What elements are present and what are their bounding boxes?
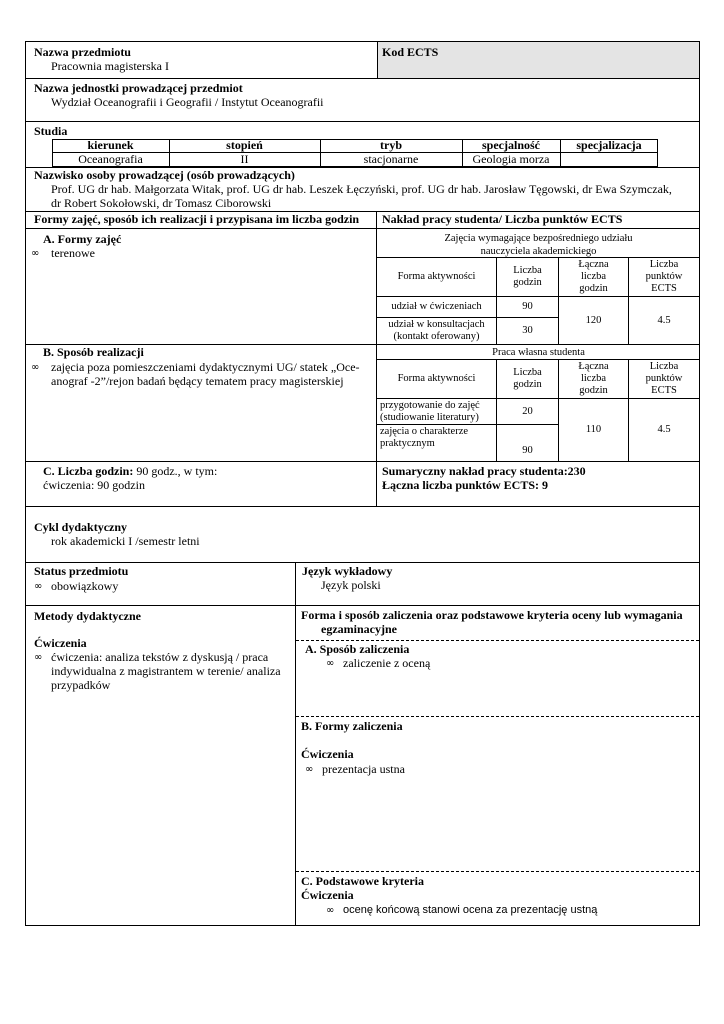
row-divider bbox=[25, 461, 700, 462]
row-divider bbox=[25, 605, 700, 606]
assessment-c-title: C. Podstawowe kryteria bbox=[301, 874, 424, 888]
bullet-icon: ∞ bbox=[31, 248, 40, 259]
col-form-header: Forma aktywności bbox=[376, 257, 497, 297]
unit-label: Nazwa jednostki prowadzącej przedmiot bbox=[34, 81, 243, 95]
own-row-name: przygotowanie do zajęć (studiowanie literatury) bbox=[376, 398, 497, 425]
language-value: Język polski bbox=[321, 578, 381, 592]
assessment-a-item: zaliczenie z oceną bbox=[343, 656, 431, 670]
assessment-header-line2: egzaminacyjne bbox=[321, 622, 397, 636]
forms-b-title: B. Sposób realizacji bbox=[43, 345, 144, 359]
bullet-icon: ∞ bbox=[34, 652, 43, 663]
studies-label: Studia bbox=[34, 124, 68, 138]
cycle-label: Cykl dydaktyczny bbox=[34, 520, 128, 534]
direct-total: 120 bbox=[558, 296, 629, 345]
forms-c-line1: C. Liczba godzin: 90 godz., w tym: bbox=[43, 464, 218, 478]
forms-header: Formy zajęć, sposób ich realizacji i przypisana im liczba godzin bbox=[34, 212, 360, 226]
studies-value-mode: stacjonarne bbox=[363, 152, 419, 166]
studies-header-specialization: specjalizacja bbox=[576, 138, 642, 152]
methods-line2: indywidualna z magistrantem w terenie/ analiza bbox=[51, 664, 281, 678]
studies-value-specialty: Geologia morza bbox=[472, 152, 550, 166]
row-divider bbox=[25, 228, 700, 229]
assessment-b-item: prezentacja ustna bbox=[322, 762, 405, 776]
col-ects-header: Liczba punktów ECTS bbox=[628, 359, 700, 399]
forms-b-item-line2: anograf -2”/rejon badań będący tematem pracy magisterskiej bbox=[51, 374, 344, 388]
assessment-c-sub: Ćwiczenia bbox=[301, 888, 354, 902]
direct-row-hours: 90 bbox=[496, 296, 559, 318]
col-hours-header: Liczba godzin bbox=[496, 257, 559, 297]
bullet-icon: ∞ bbox=[305, 764, 314, 775]
direct-row-name: udział w ćwiczeniach bbox=[376, 296, 497, 318]
bullet-icon: ∞ bbox=[31, 362, 40, 373]
direct-title-line1: Zajęcia wymagające bezpośredniego udziału bbox=[444, 233, 633, 244]
direct-row-hours: 30 bbox=[496, 317, 559, 345]
assessment-b-sub: Ćwiczenia bbox=[301, 747, 354, 761]
direct-ects: 4.5 bbox=[628, 296, 700, 345]
row-divider bbox=[25, 506, 700, 507]
lecturers-label: Nazwisko osoby prowadzącej (osób prowadzących) bbox=[34, 168, 295, 182]
assessment-header-line1: Forma i sposób zaliczenia oraz podstawowe kryteria oceny lub wymagania bbox=[301, 608, 683, 622]
bullet-icon: ∞ bbox=[34, 581, 43, 592]
studies-header-degree: stopień bbox=[226, 138, 263, 152]
col-form-header: Forma aktywności bbox=[376, 359, 497, 399]
assessment-c-item: ocenę końcową stanowi ocena za prezentację ustną bbox=[343, 904, 598, 916]
row-divider bbox=[25, 78, 700, 79]
assessment-a-title: A. Sposób zaliczenia bbox=[305, 642, 410, 656]
own-ects: 4.5 bbox=[628, 398, 700, 462]
own-title: Praca własna studenta bbox=[492, 347, 585, 358]
dashed-divider bbox=[296, 871, 699, 872]
dashed-divider bbox=[296, 716, 699, 717]
methods-line1: ćwiczenia: analiza tekstów z dyskusją / praca bbox=[51, 650, 269, 664]
own-row-hours: 20 bbox=[496, 398, 559, 425]
studies-header-mode: tryb bbox=[380, 138, 402, 152]
direct-row-name: udział w konsultacjach (kontakt oferowany) bbox=[376, 317, 497, 345]
studies-header-field: kierunek bbox=[87, 138, 134, 152]
summary-line1: Sumaryczny nakład pracy studenta:230 bbox=[382, 464, 586, 478]
studies-value-degree: II bbox=[240, 152, 249, 166]
unit-value: Wydział Oceanografii i Geografii / Instytut Oceanografii bbox=[51, 95, 324, 109]
assessment-b-title: B. Formy zaliczenia bbox=[301, 719, 403, 733]
methods-line3: przypadków bbox=[51, 678, 111, 692]
own-row-name: zajęcia o charakterze praktycznym bbox=[376, 424, 497, 462]
forms-c-line2: ćwiczenia: 90 godzin bbox=[43, 478, 145, 492]
cycle-value: rok akademicki I /semestr letni bbox=[51, 534, 200, 548]
col-ects-header: Liczba punktów ECTS bbox=[628, 257, 700, 297]
methods-label: Metody dydaktyczne bbox=[34, 609, 141, 623]
col-total-header: Łączna liczba godzin bbox=[558, 257, 629, 297]
col-total-header: Łączna liczba godzin bbox=[558, 359, 629, 399]
subject-label: Nazwa przedmiotu bbox=[34, 45, 131, 59]
studies-header-specialty: specjalność bbox=[482, 138, 540, 152]
studies-table bbox=[52, 139, 658, 167]
forms-b-item-line1: zajęcia poza pomieszczeniami dydaktycznymi UG/ statek „Oce- bbox=[51, 360, 360, 374]
status-label: Status przedmiotu bbox=[34, 564, 129, 578]
bullet-icon: ∞ bbox=[326, 658, 335, 669]
ects-code-label: Kod ECTS bbox=[382, 45, 439, 59]
direct-title-line2: nauczyciela akademickiego bbox=[480, 246, 597, 257]
own-total: 110 bbox=[558, 398, 629, 462]
bullet-icon: ∞ bbox=[326, 905, 335, 916]
summary-line2: Łączna liczba punktów ECTS: 9 bbox=[382, 478, 549, 492]
lecturers-line1: Prof. UG dr hab. Małgorzata Witak, prof. UG dr hab. Leszek Łęczyński, prof. UG dr hab. Jarosław Tęgowski, dr Ewa Szymczak, bbox=[51, 182, 672, 196]
language-label: Język wykładowy bbox=[302, 564, 393, 578]
row-divider bbox=[25, 562, 700, 563]
studies-value-field: Oceanografia bbox=[78, 152, 143, 166]
forms-a-title: A. Formy zajęć bbox=[43, 232, 122, 246]
forms-a-item: terenowe bbox=[51, 246, 95, 260]
status-value: obowiązkowy bbox=[51, 579, 119, 593]
workload-header: Nakład pracy studenta/ Liczba punktów ECTS bbox=[382, 212, 623, 226]
own-row-hours: 90 bbox=[496, 424, 559, 462]
subject-value: Pracownia magisterska I bbox=[51, 59, 169, 73]
methods-sub: Ćwiczenia bbox=[34, 636, 87, 650]
col-hours-header: Liczba godzin bbox=[496, 359, 559, 399]
lecturers-line2: dr Robert Sokołowski, dr Tomasz Ciborowski bbox=[51, 196, 272, 210]
dashed-divider bbox=[296, 640, 699, 641]
row-divider bbox=[25, 121, 700, 122]
